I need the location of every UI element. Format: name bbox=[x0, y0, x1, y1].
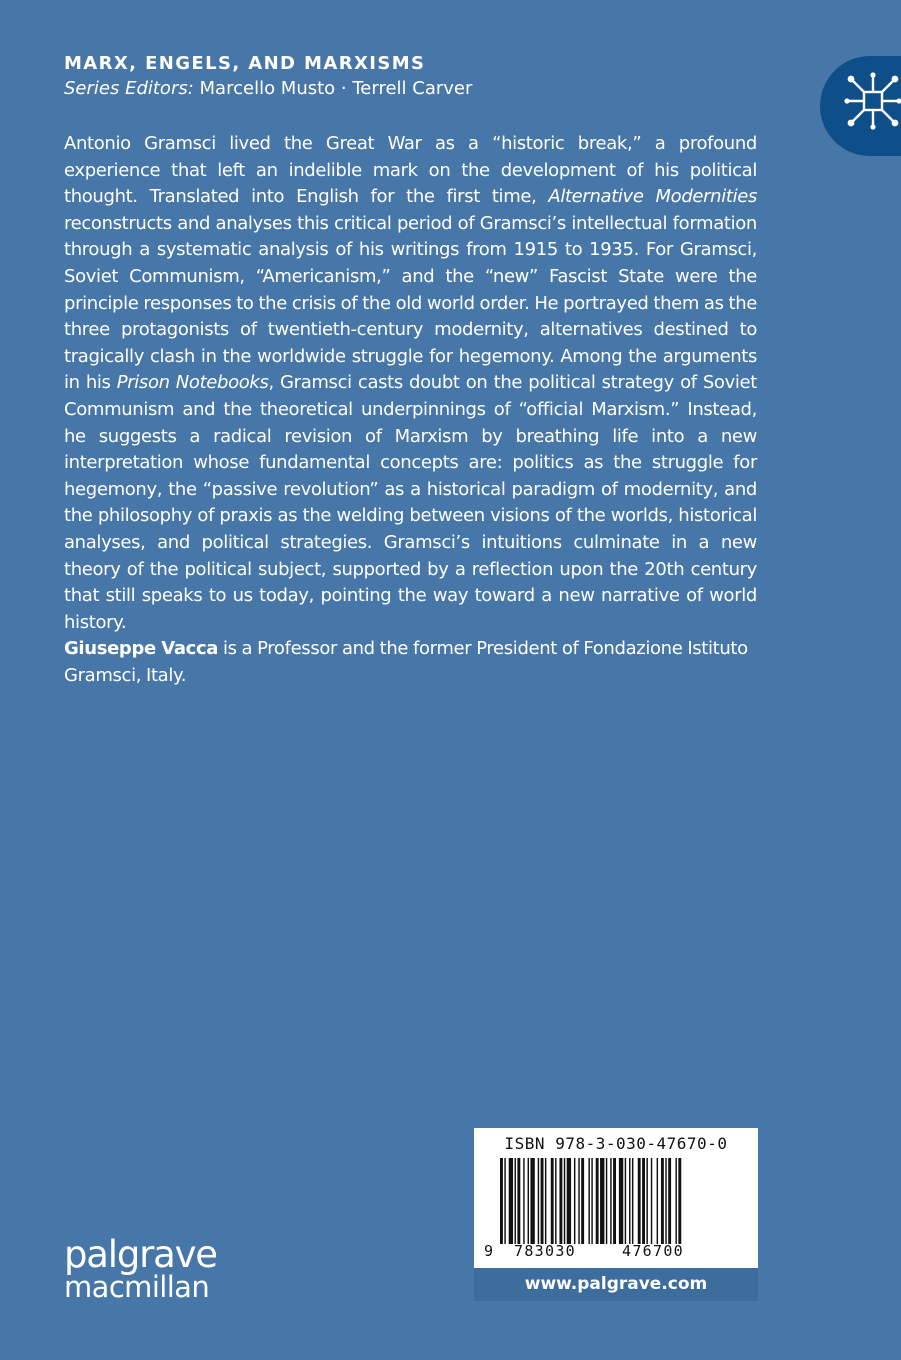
barcode-digits-group1: 783030 bbox=[514, 1242, 576, 1260]
barcode-bar bbox=[642, 1158, 645, 1244]
barcode-bar bbox=[678, 1158, 681, 1244]
description-part-1: Antonio Gramsci lived the Great War as a “historic break,” a profound experience that left an indelible mark on the development of his political thought. Translated into English for the first time, bbox=[64, 133, 757, 208]
barcode-bar bbox=[613, 1158, 616, 1244]
publisher-logo bbox=[64, 1233, 217, 1304]
barcode-bar bbox=[545, 1158, 546, 1244]
barcode-bar bbox=[668, 1158, 671, 1244]
barcode-bar bbox=[675, 1158, 676, 1244]
barcode-bar bbox=[665, 1158, 666, 1244]
barcode-bar bbox=[528, 1158, 529, 1244]
series-editors bbox=[64, 76, 764, 102]
barcode-bar bbox=[581, 1158, 584, 1244]
series-title: MARX, ENGELS, AND MARXISMS bbox=[64, 53, 426, 74]
barcode-bar bbox=[632, 1158, 633, 1244]
barcode-bar bbox=[638, 1158, 641, 1244]
publisher-logo-line2: macmillan bbox=[64, 1270, 210, 1304]
barcode-bar bbox=[610, 1158, 611, 1244]
barcode-bar bbox=[515, 1158, 516, 1244]
series-editors-names: Marcello Musto · Terrell Carver bbox=[199, 78, 473, 99]
barcode-bar bbox=[625, 1158, 626, 1244]
description-part-3: , Gramsci casts doubt on the political strategy of Soviet Communism and the theoretical underpinnings of “official Marxism.” Instead, he suggests a radical revision of Marxism by breathing life into a new interpretation whose fundamental concepts are: politics as the struggle for hegemony, the “passive revolution” as a historical paradigm of modernity, and the philosophy of praxis as the welding between visions of the worlds, historical analyses, and political strategies. Gramsci’s intuitions culminate in a new theory of the political subject, supported by a reflection upon the 20th century that still speaks to us today, pointing the way toward a new narrative of world history. bbox=[64, 372, 757, 633]
author-name: Giuseppe Vacca bbox=[64, 638, 219, 659]
barcode-bar bbox=[551, 1158, 554, 1244]
barcode-bar bbox=[509, 1158, 513, 1244]
book-description bbox=[64, 131, 757, 636]
barcode-bar bbox=[591, 1158, 592, 1244]
barcode-graphic bbox=[500, 1158, 732, 1244]
barcode-bar bbox=[564, 1158, 565, 1244]
book-title-italic: Alternative Modernities bbox=[548, 186, 757, 208]
barcode-bar bbox=[651, 1158, 652, 1244]
barcode-bar bbox=[606, 1158, 607, 1244]
barcode-digit-first: 9 bbox=[484, 1242, 494, 1260]
prison-notebooks-italic: Prison Notebooks bbox=[116, 372, 269, 394]
isbn-label: ISBN 978-3-030-47670-0 bbox=[504, 1134, 728, 1153]
barcode-bar bbox=[629, 1158, 630, 1244]
barcode-bar bbox=[596, 1158, 599, 1244]
barcode-bar bbox=[567, 1158, 571, 1244]
barcode-bar bbox=[646, 1158, 647, 1244]
barcode-bar bbox=[559, 1158, 562, 1244]
barcode-bar bbox=[574, 1158, 575, 1244]
barcode-bar bbox=[504, 1158, 505, 1244]
series-block bbox=[64, 52, 764, 102]
series-editors-label: Series Editors: bbox=[64, 78, 194, 99]
series-badge bbox=[820, 56, 901, 156]
barcode-bar bbox=[619, 1158, 623, 1244]
barcode-bar bbox=[588, 1158, 589, 1244]
barcode-bar bbox=[517, 1158, 520, 1244]
publisher-logo-line1: palgrave bbox=[64, 1233, 217, 1276]
barcode-bar bbox=[538, 1158, 539, 1244]
barcode-bar bbox=[555, 1158, 556, 1244]
barcode-bar bbox=[657, 1158, 658, 1244]
network-node-icon bbox=[842, 70, 901, 132]
barcode-bar bbox=[541, 1158, 544, 1244]
description-part-2: reconstructs and analyses this critical period of Gramsci’s intellectual formation through a systematic analysis of his writings from 1915 to 1935. For Gramsci, Soviet Communism, “Americanism,” and the “new” Fascist State were the principle responses to the crisis of the old world order. He portrayed them as the three protagonists of twentieth-century modernity, alternatives destined to tragically clash in the worldwide struggle for hegemony. Among the arguments in his bbox=[64, 212, 757, 394]
publisher-url: www.palgrave.com bbox=[474, 1268, 758, 1301]
barcode-bar bbox=[530, 1158, 534, 1244]
barcode-bar bbox=[661, 1158, 664, 1244]
barcode-digits-group2: 476700 bbox=[622, 1242, 684, 1260]
barcode-bar bbox=[578, 1158, 579, 1244]
barcode-bar bbox=[500, 1158, 503, 1244]
author-bio bbox=[64, 635, 757, 689]
barcode-bar bbox=[523, 1158, 524, 1244]
author-bio-text: is a Professor and the former President of Fondazione Istituto Gramsci, Italy. bbox=[64, 638, 748, 686]
barcode-box bbox=[474, 1128, 758, 1301]
barcode-bar bbox=[600, 1158, 604, 1244]
